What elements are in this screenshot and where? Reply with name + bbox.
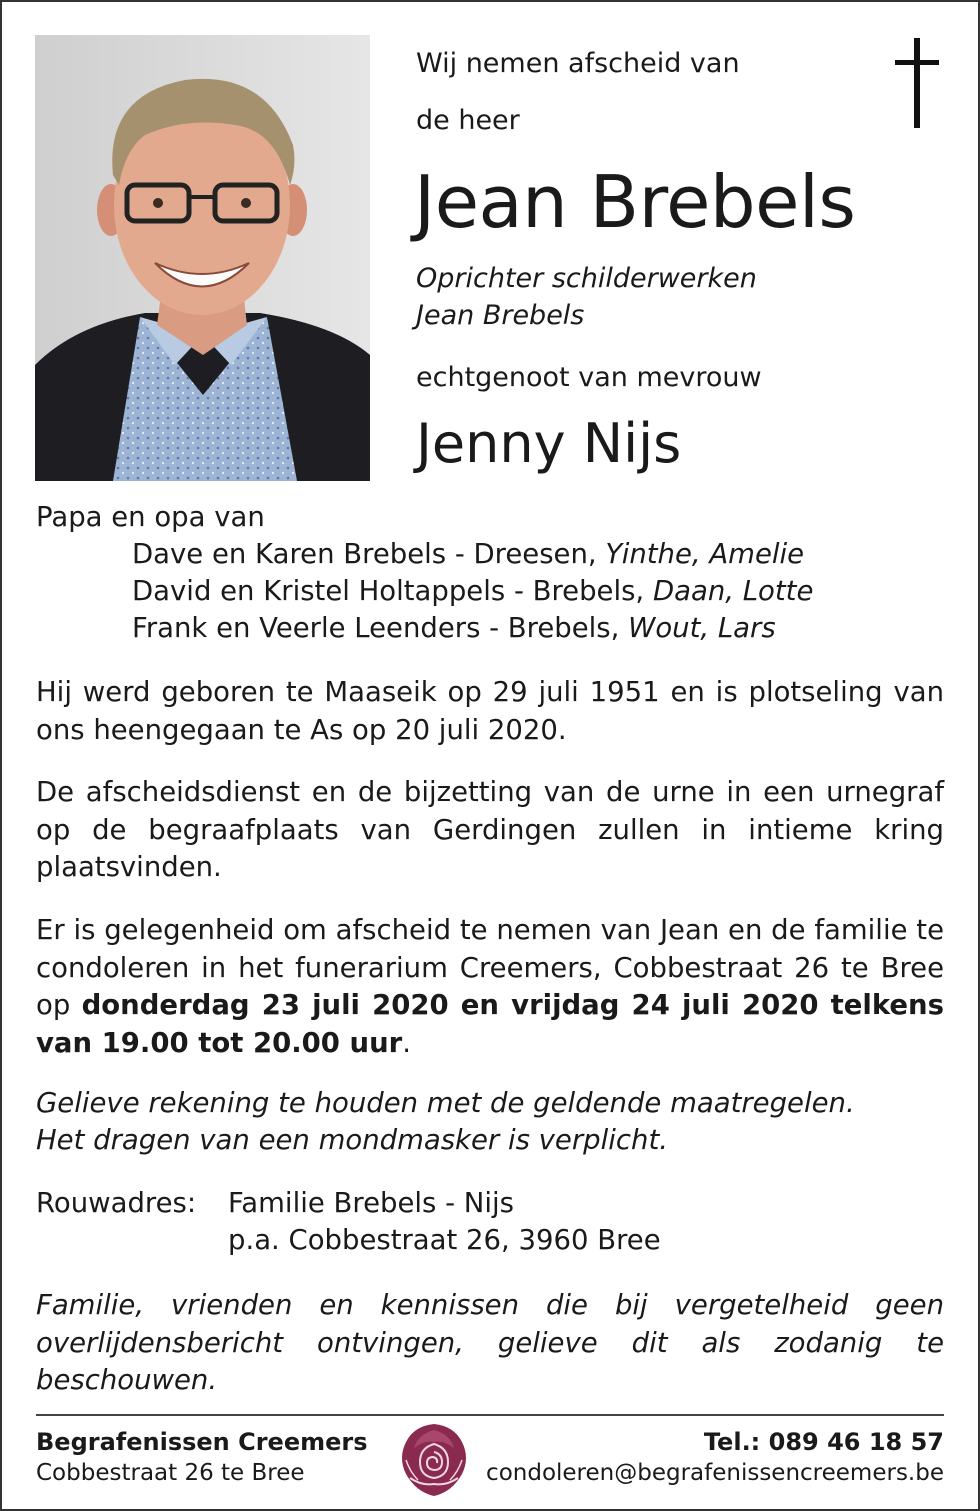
intro-line-1: Wij nemen afscheid van bbox=[416, 48, 740, 79]
measures-line-2: Het dragen van een mondmasker is verplicht. bbox=[36, 1124, 668, 1156]
service-paragraph: De afscheidsdienst en de bijzetting van de urne in een urnegraf op de begraafplaats van Gerdingen zullen in intieme kring plaatsvinden. bbox=[36, 776, 944, 883]
family-heading: Papa en opa van bbox=[36, 501, 265, 533]
measures-line-1: Gelieve rekening te houden met de geldende maatregelen. bbox=[36, 1087, 855, 1119]
family-parents: David en Kristel Holtappels - Brebels, bbox=[132, 575, 645, 607]
family-line bbox=[132, 612, 776, 644]
funeral-home-address: Cobbestraat 26 te Bree bbox=[36, 1460, 305, 1486]
funeral-home-phone: Tel.: 089 46 18 57 bbox=[703, 1428, 944, 1456]
visitation-end: . bbox=[402, 1026, 411, 1059]
notice-paragraph: Familie, vrienden en kennissen die bij vergetelheid geen overlijdensbericht ontvingen, gelieve dit als zodanig te beschouwen. bbox=[36, 1289, 944, 1396]
family-grandchildren: Yinthe, Amelie bbox=[605, 538, 805, 570]
visitation-paragraph bbox=[36, 912, 944, 1062]
deceased-name: Jean Brebels bbox=[414, 160, 856, 244]
address-line-1: Familie Brebels - Nijs bbox=[228, 1187, 514, 1219]
occupation-line-1: Oprichter schilderwerken bbox=[416, 263, 757, 294]
rose-logo-icon bbox=[396, 1420, 472, 1500]
occupation-line-2: Jean Brebels bbox=[416, 300, 585, 331]
footer-divider bbox=[36, 1414, 944, 1416]
intro-line-2: de heer bbox=[416, 105, 520, 136]
family-grandchildren: Daan, Lotte bbox=[652, 575, 814, 607]
funeral-home-email: condoleren@begrafenissencreemers.be bbox=[486, 1460, 944, 1486]
visitation-times: donderdag 23 juli 2020 en vrijdag 24 juli 2020 telkens van 19.00 tot 20.00 uur bbox=[36, 989, 944, 1059]
family-parents: Dave en Karen Brebels - Dreesen, bbox=[132, 538, 597, 570]
address-line-2: p.a. Cobbestraat 26, 3960 Bree bbox=[228, 1224, 661, 1256]
spouse-name: Jenny Nijs bbox=[416, 412, 682, 475]
cross-icon bbox=[893, 38, 941, 128]
visitation-text: Er is gelegenheid om afscheid te nemen van Jean en de familie te condoleren in het funerarium Creemers, Cobbestraat 26 te Bree op bbox=[36, 914, 944, 1021]
family-grandchildren: Wout, Lars bbox=[628, 612, 776, 644]
family-line bbox=[132, 575, 813, 607]
address-label: Rouwadres: bbox=[36, 1187, 197, 1219]
family-line bbox=[132, 538, 804, 570]
birth-paragraph: Hij werd geboren te Maaseik op 29 juli 1951 en is plotseling van ons heengegaan te As op 20 juli 2020. bbox=[36, 676, 944, 746]
portrait-photo bbox=[35, 35, 370, 481]
spouse-intro: echtgenoot van mevrouw bbox=[416, 362, 762, 393]
funeral-home-name: Begrafenissen Creemers bbox=[36, 1428, 368, 1456]
family-parents: Frank en Veerle Leenders - Brebels, bbox=[132, 612, 620, 644]
